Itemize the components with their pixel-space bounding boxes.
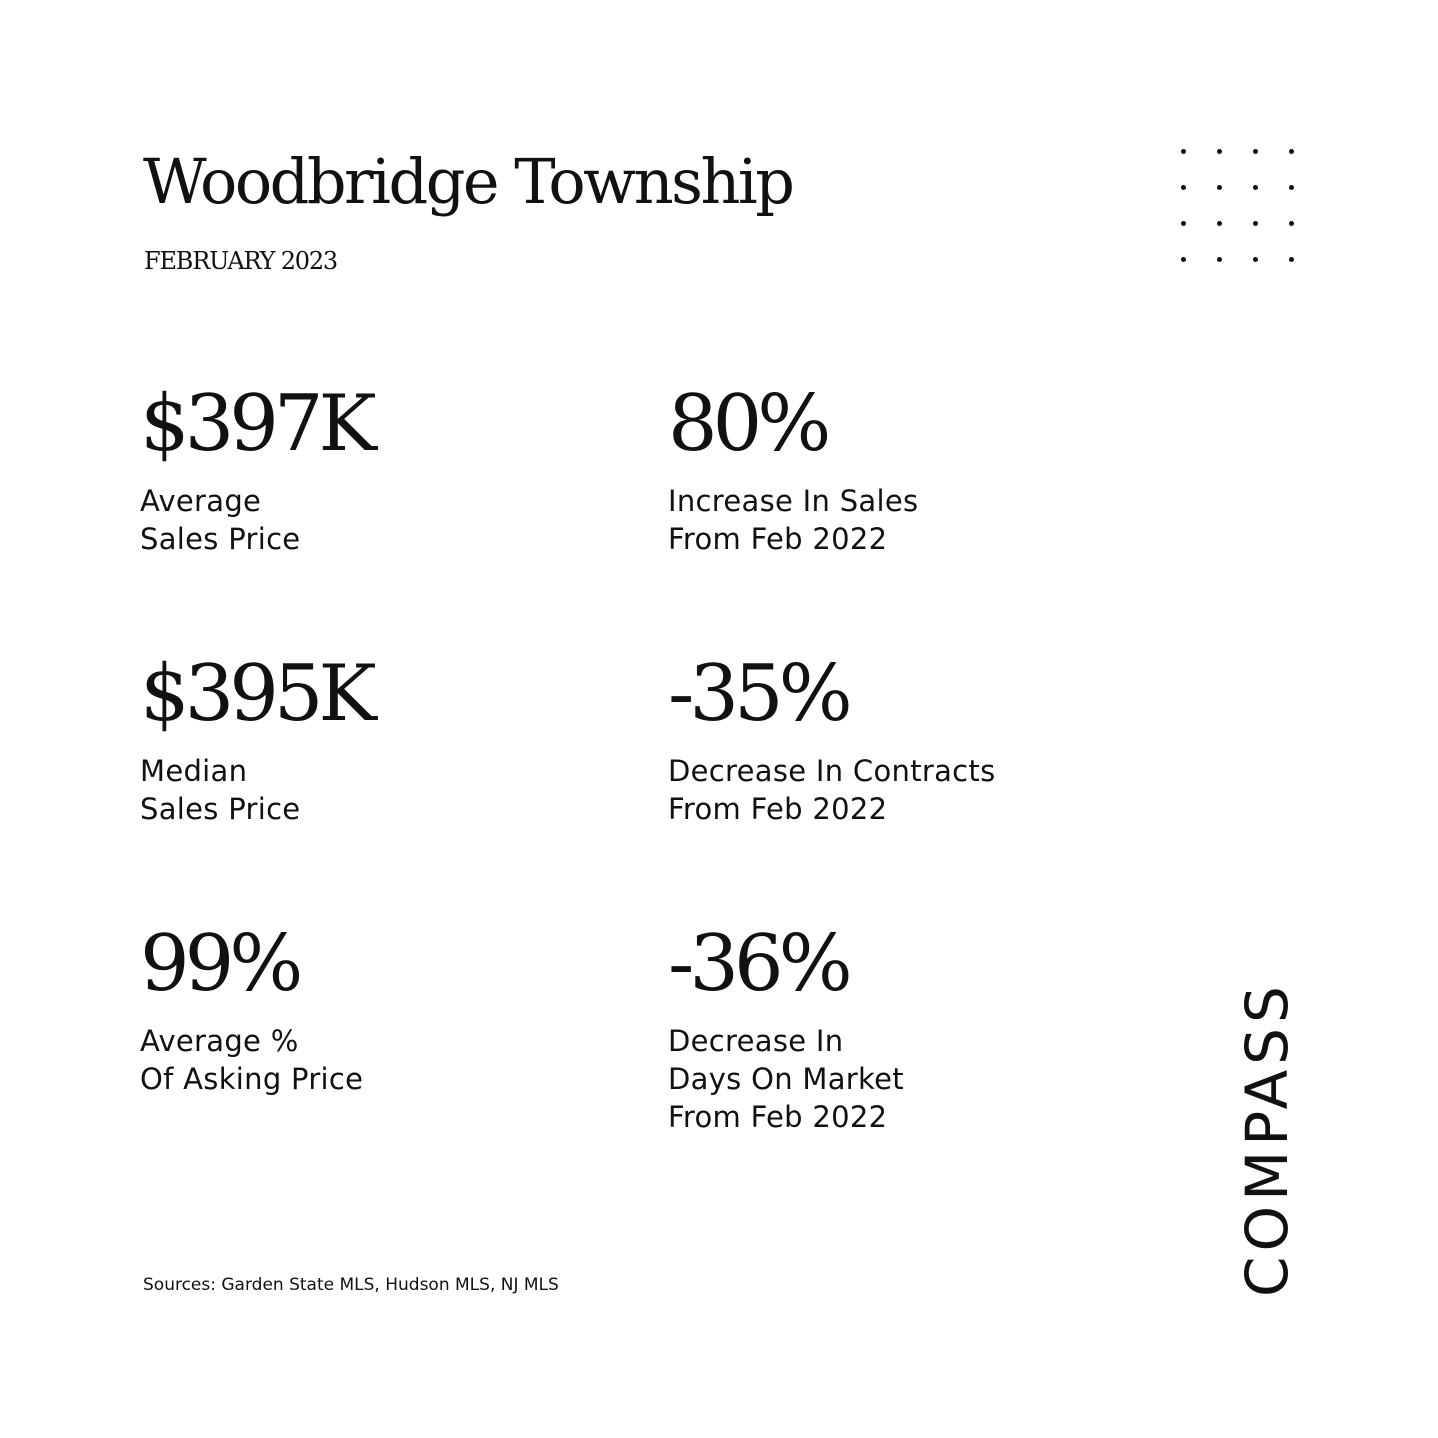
stat-label-line: Decrease In: [668, 1024, 844, 1058]
dot: [1217, 185, 1222, 190]
stat-label: [140, 1022, 610, 1098]
stat-label-line: Sales Price: [140, 792, 301, 826]
stat-label-line: Median: [140, 754, 248, 788]
dot: [1289, 257, 1294, 262]
stat-label: [668, 1022, 1138, 1136]
dot: [1289, 185, 1294, 190]
compass-logo: COMPASS: [1233, 981, 1301, 1297]
stat-label-line: Days On Market: [668, 1062, 904, 1096]
dot: [1181, 221, 1186, 226]
dot-grid-decoration: [1172, 140, 1304, 272]
stat-increase-in-sales: [668, 378, 1138, 558]
stat-label-line: Increase In Sales: [668, 484, 919, 518]
stat-value: -36%: [668, 919, 848, 1009]
stat-label-line: Average %: [140, 1024, 299, 1058]
stat-decrease-in-contracts: [668, 648, 1138, 828]
stat-value: 80%: [668, 379, 827, 469]
stat-label: [668, 482, 1138, 558]
stat-value: $397K: [140, 379, 372, 469]
dot: [1181, 257, 1186, 262]
stat-label-line: From Feb 2022: [668, 1100, 888, 1134]
stat-label: [668, 752, 1138, 828]
page-title: Woodbridge Township: [143, 145, 793, 218]
stat-average-percent-of-asking: [140, 918, 610, 1098]
stat-average-sales-price: [140, 378, 610, 558]
sources-footnote: Sources: Garden State MLS, Hudson MLS, NJ MLS: [143, 1275, 559, 1295]
dot: [1217, 149, 1222, 154]
stat-label: [140, 752, 610, 828]
dot: [1181, 149, 1186, 154]
dot: [1253, 185, 1258, 190]
dot: [1253, 149, 1258, 154]
stat-label-line: From Feb 2022: [668, 792, 888, 826]
stat-value: -35%: [668, 649, 848, 739]
stat-median-sales-price: [140, 648, 610, 828]
dot: [1217, 257, 1222, 262]
stat-label-line: Sales Price: [140, 522, 301, 556]
stat-value: $395K: [140, 649, 372, 739]
dot: [1217, 221, 1222, 226]
stat-decrease-in-days-on-market: [668, 918, 1138, 1136]
stat-label-line: From Feb 2022: [668, 522, 888, 556]
dot: [1289, 149, 1294, 154]
stat-label: [140, 482, 610, 558]
stat-label-line: Average: [140, 484, 262, 518]
dot: [1253, 257, 1258, 262]
dot: [1253, 221, 1258, 226]
dot: [1181, 185, 1186, 190]
stat-label-line: Decrease In Contracts: [668, 754, 996, 788]
report-date: FEBRUARY 2023: [144, 247, 337, 275]
stat-value: 99%: [140, 919, 299, 1009]
stat-label-line: Of Asking Price: [140, 1062, 364, 1096]
dot: [1289, 221, 1294, 226]
